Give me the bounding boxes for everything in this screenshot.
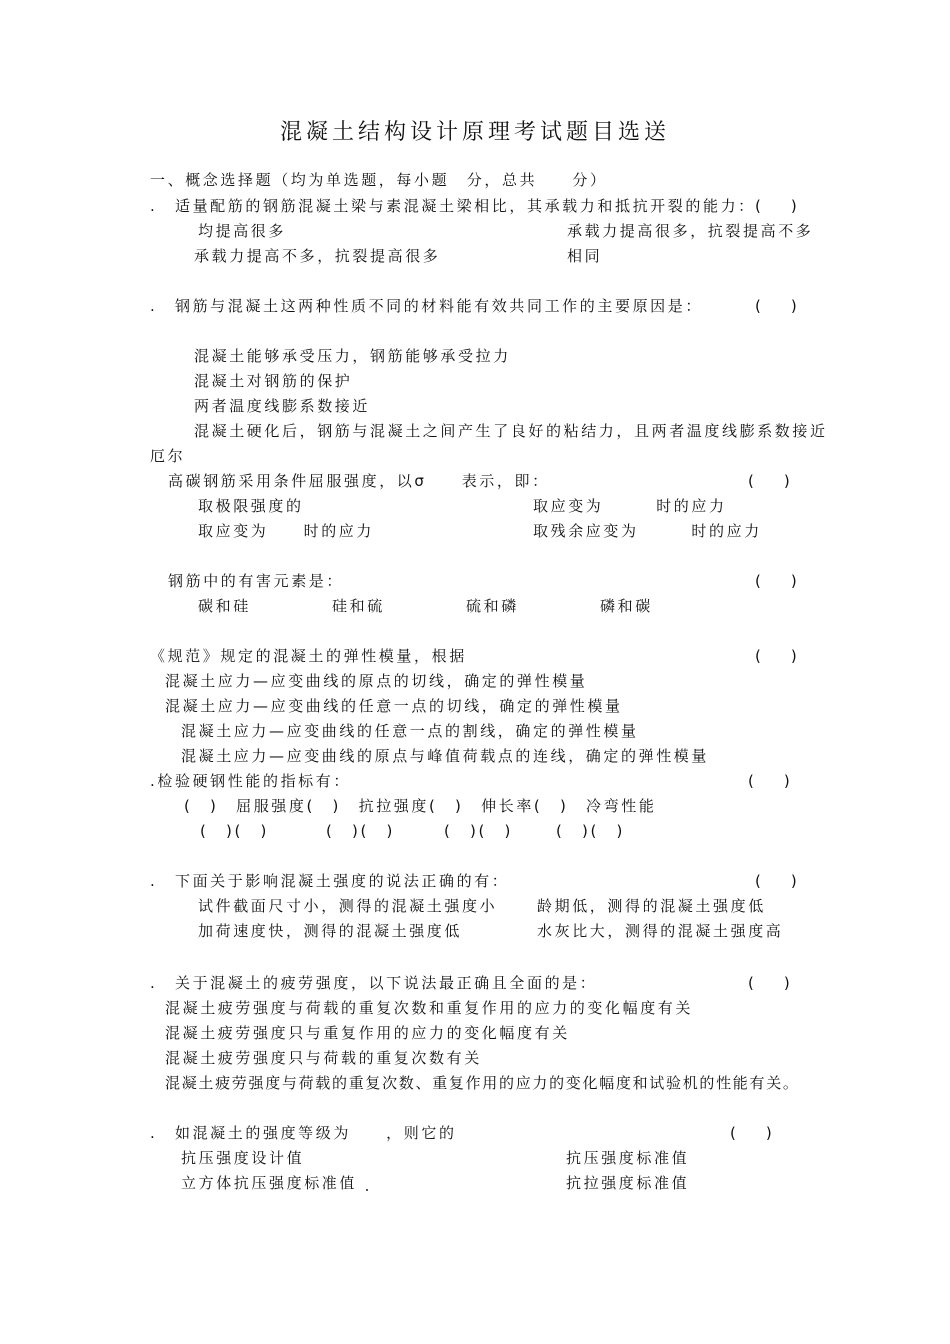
speck-mark [366,1189,368,1191]
option: 混凝土疲劳强度与荷载的重复次数和重复作用的应力的变化幅度有关 [165,999,694,1017]
option: 取残余应变为 时的应力 [533,522,762,540]
answer-paren: ( ) [748,472,790,490]
question-stem: 钢筋中的有害元素是： [168,572,345,590]
question-stem: . 适量配筋的钢筋混凝土梁与素混凝土梁相比，其承载力和抵抗开裂的能力： [150,197,756,215]
option: 混凝土疲劳强度只与荷载的重复次数有关 [165,1049,482,1067]
option: 取应变为 时的应力 [198,522,375,540]
answer-paren: ( ) [755,872,797,890]
choice: ( )( ) [556,822,626,840]
answer-paren: ( ) [730,1124,772,1142]
option: 龄期低，测得的混凝土强度低 [537,897,766,915]
option: 抗压强度标准值 [566,1149,690,1167]
option: 混凝土疲劳强度与荷载的重复次数、重复作用的应力的变化幅度和试验机的性能有关。 [165,1074,800,1092]
question-stem: . 下面关于影响混凝土强度的说法正确的有： [150,872,510,890]
answer-paren: ( ) [748,772,790,790]
choice: ( )( ) [200,822,270,840]
answer-paren: ( ) [755,297,797,315]
trailing-text: 厄尔 [150,447,186,465]
option: 碳和硅 [198,597,251,615]
question-stem: . 关于混凝土的疲劳强度，以下说法最正确且全面的是： [150,974,598,992]
option: 承载力提高很多，抗裂提高不多 [567,222,814,240]
question-stem: . 钢筋与混凝土这两种性质不同的材料能有效共同工作的主要原因是： [150,297,703,315]
question-stem: 高碳钢筋采用条件屈服强度，以σ 表示，即： [168,472,550,490]
option: 均提高很多 [198,222,287,240]
option: ( ) 屈服强度( ) 抗拉强度( ) 伸长率( ) 冷弯性能 [184,797,657,815]
option: 混凝土应力—应变曲线的任意一点的割线，确定的弹性模量 [181,722,639,740]
question-stem: 《规范》规定的混凝土的弹性模量，根据 [150,647,467,665]
option: 磷和碳 [600,597,653,615]
choice: ( )( ) [326,822,396,840]
option: 混凝土对钢筋的保护 [194,372,353,390]
option: 抗压强度设计值 [181,1149,305,1167]
option: 硅和硫 [332,597,385,615]
option: 混凝土能够承受压力，钢筋能够承受拉力 [194,347,511,365]
option: 试件截面尺寸小，测得的混凝土强度小 [198,897,498,915]
option: 立方体抗压强度标准值 [181,1174,358,1192]
option: 混凝土硬化后，钢筋与混凝土之间产生了良好的粘结力，且两者温度线膨系数接近 [194,422,828,440]
option: 相同 [567,247,603,265]
option: 加荷速度快，测得的混凝土强度低 [198,922,463,940]
choice: ( )( ) [444,822,514,840]
option: 水灰比大，测得的混凝土强度高 [537,922,784,940]
option: 硫和磷 [466,597,519,615]
answer-paren: ( ) [755,647,797,665]
question-stem: .检验硬钢性能的指标有： [150,772,351,790]
page-title: 混凝土结构设计原理考试题目选送 [279,120,670,145]
answer-paren: ( ) [755,572,797,590]
option: 混凝土应力—应变曲线的原点与峰值荷载点的连线，确定的弹性模量 [181,747,710,765]
option: 取应变为 时的应力 [533,497,727,515]
option: 混凝土疲劳强度只与重复作用的应力的变化幅度有关 [165,1024,570,1042]
option: 抗拉强度标准值 [566,1174,690,1192]
question-stem: . 如混凝土的强度等级为 ，则它的 [150,1124,457,1142]
answer-paren: ( ) [755,197,797,215]
answer-paren: ( ) [748,974,790,992]
option: 取极限强度的 [198,497,304,515]
option: 混凝土应力—应变曲线的原点的切线，确定的弹性模量 [165,672,588,690]
section-header: 一、概念选择题（均为单选题，每小题 分，总共 分） [150,171,608,189]
option: 混凝土应力—应变曲线的任意一点的切线，确定的弹性模量 [165,697,623,715]
option: 两者温度线膨系数接近 [194,397,371,415]
option: 承载力提高不多，抗裂提高很多 [194,247,441,265]
